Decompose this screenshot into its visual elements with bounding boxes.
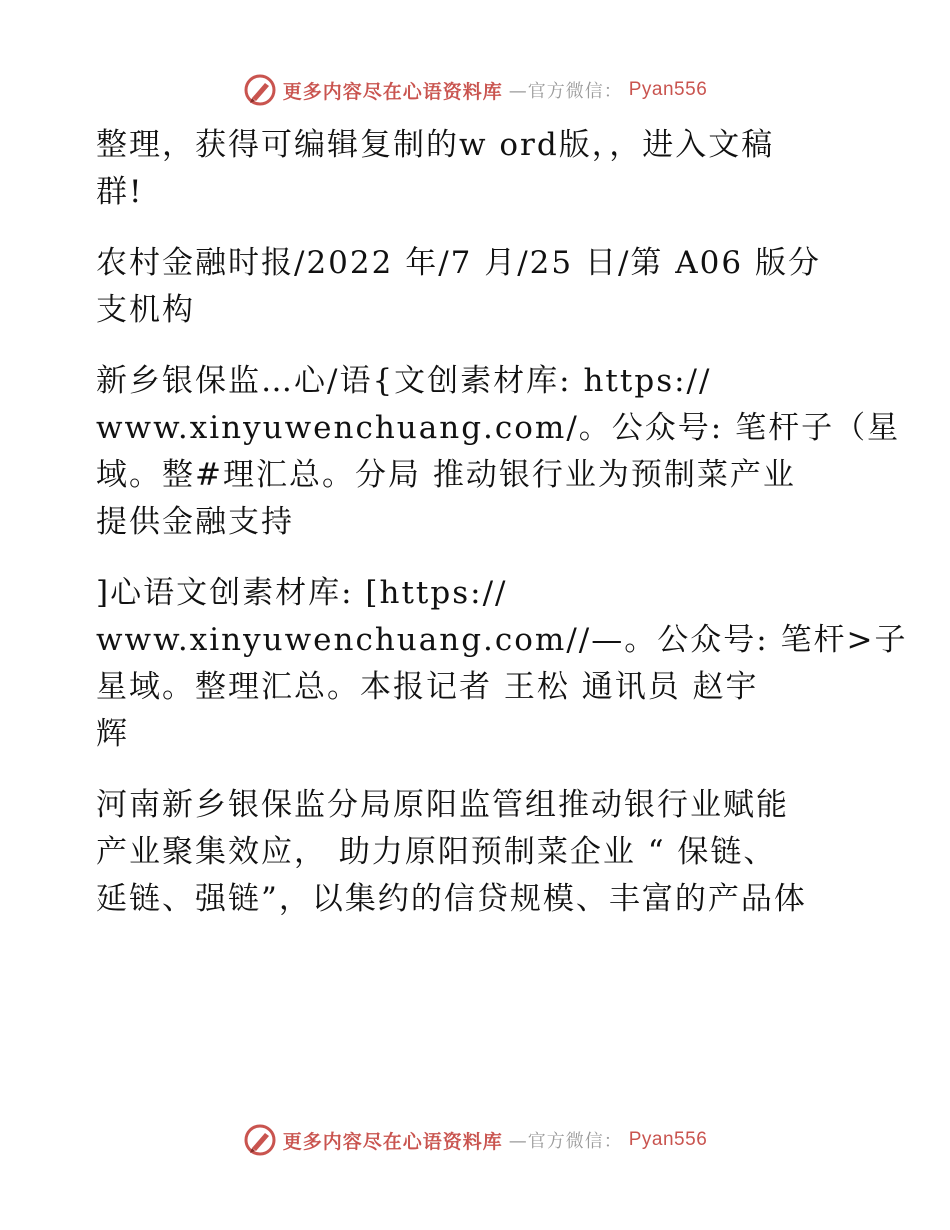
text-line: ]心语文创素材库: [https:// — [96, 575, 508, 611]
pen-logo-icon — [243, 73, 277, 107]
footer-banner-wechat-id: Pyan556 — [628, 1129, 708, 1150]
text-line: 辉 — [96, 716, 129, 752]
pen-logo-icon — [243, 1123, 277, 1157]
text-line: 产业聚集效应， 助力原阳预制菜企业 “ 保链、 — [96, 834, 777, 870]
paragraph — [96, 240, 856, 334]
header-banner-wechat-label: —官方微信： — [508, 81, 623, 102]
text-line: www.xinyuwenchuang.com//—。公众号: 笔杆>子 — [96, 622, 908, 658]
text-line: 星域。整理汇总。本报记者 王松 通讯员 赵宇 — [96, 669, 759, 705]
paragraph — [96, 358, 901, 546]
paragraph — [96, 122, 856, 216]
text-line: 河南新乡银保监分局原阳监管组推动银行业赋能 — [96, 787, 789, 823]
footer-banner-wechat-label: —官方微信： — [508, 1131, 623, 1152]
text-line: 农村金融时报/2022 年/7 月/25 日/第 A06 版分 — [96, 245, 821, 281]
footer-banner — [0, 1120, 950, 1160]
text-line: 支机构 — [96, 292, 195, 328]
header-banner-text: 更多内容尽在心语资料库 — [282, 80, 503, 103]
paragraph — [96, 570, 908, 758]
text-line: 整理，获得可编辑复制的w ord版，，进入文稿 — [96, 127, 775, 163]
paragraph — [96, 782, 856, 923]
text-line: 新乡银保监…心/语{文创素材库: https:// — [96, 363, 712, 399]
text-line: 域。整#理汇总。分局 推动银行业为预制菜产业 — [96, 457, 796, 493]
article-body — [96, 122, 908, 947]
text-line: 提供金融支持 — [96, 504, 294, 540]
header-banner — [0, 70, 950, 110]
text-line: 延链、强链”，以集约的信贷规模、丰富的产品体 — [96, 881, 807, 917]
text-line: 群! — [96, 174, 144, 210]
header-banner-wechat-id: Pyan556 — [628, 79, 708, 100]
text-line: www.xinyuwenchuang.com/。公众号: 笔杆子（星 — [96, 410, 901, 446]
footer-banner-text: 更多内容尽在心语资料库 — [282, 1130, 503, 1153]
